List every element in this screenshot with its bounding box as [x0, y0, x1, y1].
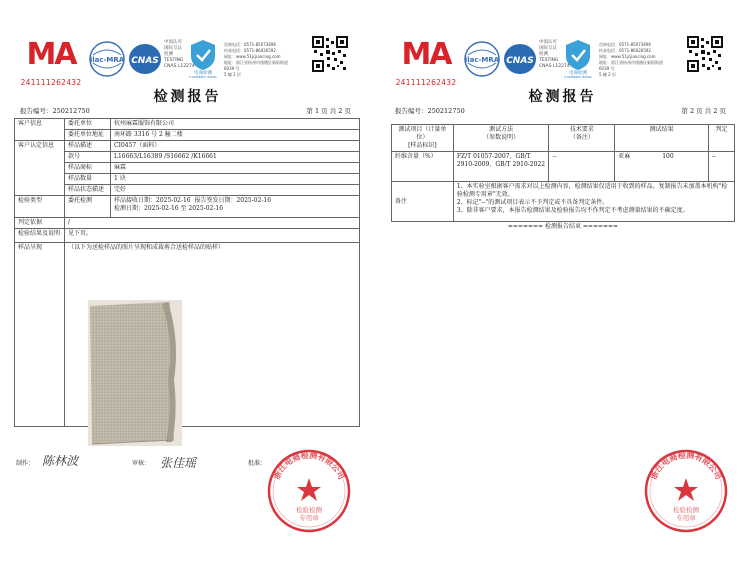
table-row: [392, 152, 735, 182]
qr-code-icon: [687, 36, 723, 72]
report-end-mark: ======= 检测报告结束 =======: [507, 223, 619, 230]
note-line: 2、标记"--"的测试项目表示不予判定或不具备判定条件。: [456, 199, 609, 206]
notes-label: 备注: [392, 182, 454, 222]
ma-logo-text: MA: [26, 37, 76, 72]
report-number: 报告编号：250212750: [20, 107, 90, 115]
prepared-signature: 陈林波: [42, 454, 79, 468]
column-subheader: [样品标识]: [408, 142, 437, 149]
field-label: 样品数量: [65, 174, 111, 185]
field-label: 检测日期：: [114, 205, 145, 212]
cnas-cert-line: 检测: [164, 52, 173, 57]
method-cell: FZ/T 01057-2007、GB/T 2910-2009、GB/T 2910-2022: [453, 152, 549, 182]
field-value: 2025-02-16 至 2025-02-16: [144, 205, 224, 212]
component-value: 100: [662, 153, 674, 160]
column-header: 技术要求: [569, 126, 594, 133]
report-info-table: [14, 118, 360, 427]
field-label: 样品接收日期：: [114, 197, 157, 204]
section-label: 判定依据: [15, 218, 65, 229]
ma-logo: [20, 38, 82, 76]
cnas-cert-line: TESTING: [164, 58, 184, 63]
ma-number: 241111262432: [395, 78, 457, 87]
contact-line: 地址：浙江省杭州市钱塘区新街街道 6039 号: [599, 60, 663, 71]
table-row: [15, 152, 360, 163]
ma-logo-text: MA: [401, 37, 451, 72]
field-value: 委托检测: [65, 196, 111, 218]
table-row: [15, 243, 360, 427]
note-line: 3、除非客户要求，本报告检测结果及检验报告均不作判定不考虑测量结果的不确定度。: [456, 207, 689, 214]
cnas-cert-line: CNAS L12274: [539, 64, 570, 69]
fabric-sample-photo: [88, 300, 182, 446]
table-row: [15, 130, 360, 141]
contact-line: 网址：www.51jcjiancing.com: [224, 54, 281, 59]
cnas-cert-line: 检测: [539, 52, 548, 57]
test-results-table: [391, 124, 735, 232]
ma-logo: [395, 38, 457, 76]
audit-label: 审核：: [132, 460, 151, 467]
shield-caption-en: E-COMMERCE TESTING: [564, 76, 592, 78]
field-value: CI0457（面料）: [111, 141, 360, 152]
header-item: [392, 125, 454, 152]
field-label: 委托单位地址: [65, 130, 111, 141]
cnas-cert-line: TESTING: [539, 58, 559, 63]
contact-line: 网址：www.51jcjiancing.com: [599, 54, 656, 59]
field-value: 2025-02-16: [236, 197, 272, 204]
field-value: 完好: [111, 185, 360, 196]
table-row: [15, 229, 360, 243]
field-value: 2025-02-16: [156, 197, 191, 204]
seal-line: 专用章: [299, 514, 319, 522]
ilac-mra-logo: [88, 40, 126, 78]
qr-code-icon: [312, 36, 348, 72]
section-label: 检验类型: [15, 196, 65, 218]
cnas-cert-line: CNAS L12274: [164, 64, 195, 69]
field-value: 1 块: [111, 174, 360, 185]
column-subheader: （备注）: [569, 134, 594, 141]
contact-info: [224, 42, 294, 78]
section-label: 客户认定信息: [15, 141, 65, 196]
contact-line: 5 幢 2 层: [224, 72, 241, 77]
field-value: /: [65, 218, 360, 229]
report-title: 检测报告: [153, 89, 222, 105]
svg-text:浙江电商检测有限公司: [648, 450, 724, 481]
page-number: 第 1 页 共 2 页: [306, 107, 351, 115]
ilac-mra-text: ilac-MRA: [89, 56, 125, 64]
note-line: 1、本实验室根据客户需求对以上检测内容，检测结果仅适用于收到的样品。复制报告未加盖本机构"检验检测专用章"无效。: [456, 183, 728, 198]
contact-line: 咨询电话：0571-85073696: [224, 42, 276, 47]
photo-note: （以下为送检样品的照片呈现和成裁剪合送检样品的贴样）: [68, 244, 225, 251]
cnas-cert-line: 国际互认: [164, 46, 182, 51]
table-row: [15, 119, 360, 130]
field-label: 款号: [65, 152, 111, 163]
field-value: 麻霖: [111, 163, 360, 174]
seal-company-text: 浙江电商检测有限公司: [648, 449, 724, 481]
seal-line: 检验检测: [296, 506, 322, 514]
header-logos: [375, 36, 750, 86]
requirement-cell: --: [549, 152, 615, 182]
cnas-logo: [503, 40, 537, 78]
report-number: 报告编号：250212750: [395, 107, 465, 115]
svg-text:浙江电商检测有限公司: [271, 450, 347, 481]
official-seal-stamp: [266, 448, 352, 534]
column-header: 判定: [709, 125, 735, 152]
table-row: [15, 174, 360, 185]
contact-line: 传真电话：0571-86026592: [224, 48, 276, 53]
table-row: [392, 222, 735, 233]
table-row: [15, 141, 360, 152]
component-name: 亚麻: [618, 153, 631, 160]
contact-line: 传真电话：0571-86026592: [599, 48, 651, 53]
field-value: 南环路 3316 号 2 幢二楼: [111, 130, 360, 141]
field-label: 样品商标: [65, 163, 111, 174]
table-row: [15, 163, 360, 174]
field-value: 见下页。: [65, 229, 360, 243]
section-label: 客户信息: [15, 119, 65, 141]
cnas-logo: [128, 40, 162, 78]
section-label: 样品呈现: [15, 243, 65, 427]
approve-label: 批准：: [248, 460, 267, 467]
section-label: 检验结果及说明: [15, 229, 65, 243]
audit-signature: 张佳瑶: [160, 456, 197, 470]
table-header-row: [392, 125, 735, 152]
ma-number: 241111262432: [20, 78, 82, 87]
table-row: [392, 182, 735, 222]
table-row: [15, 218, 360, 229]
header-logos: [0, 36, 375, 86]
contact-line: 地址：浙江省杭州市钱塘区新街街道 6039 号: [224, 60, 288, 71]
ilac-mra-text: ilac-MRA: [464, 56, 500, 64]
field-value: L16663/L16389 /S16662 /K16661: [111, 152, 360, 163]
page-number: 第 2 页 共 2 页: [681, 107, 726, 115]
contact-line: 咨询电话：0571-85073696: [599, 42, 651, 47]
judge-cell: --: [709, 152, 735, 182]
shield-check-icon: [188, 38, 218, 78]
item-cell: 纤维含量（%）: [392, 152, 454, 182]
field-label: 样品状态描述: [65, 185, 111, 196]
test-dates: [111, 196, 360, 218]
report-page-2: [375, 0, 750, 572]
header-requirement: [549, 125, 615, 152]
header-method: [453, 125, 549, 152]
contact-info: [599, 42, 669, 78]
column-header: 测试方法: [489, 126, 514, 133]
shield-check-icon: [563, 38, 593, 78]
cnas-cert-line: 国际互认: [539, 46, 557, 51]
cnas-text: CNAS: [506, 56, 534, 66]
field-label: 报告签发日期：: [194, 197, 237, 204]
seal-company-text: 浙江电商检测有限公司: [271, 449, 347, 481]
official-seal-stamp: [643, 448, 729, 534]
column-header: 测试项目（计量单位）: [398, 126, 447, 141]
notes-cell: [453, 182, 734, 222]
prepared-label: 制作：: [16, 460, 35, 467]
field-value: 杭州麻霖服饰有限公司: [111, 119, 360, 130]
column-header: 测试结果: [615, 125, 709, 152]
result-cell: [615, 152, 709, 182]
seal-line: 检验检测: [673, 506, 699, 514]
cnas-text: CNAS: [131, 56, 159, 66]
field-label: 委托单位: [65, 119, 111, 130]
table-row: [15, 196, 360, 218]
shield-caption: 电商检测: [569, 71, 587, 76]
field-label: 样品描述: [65, 141, 111, 152]
column-subheader: （参数说明）: [483, 134, 520, 141]
shield-caption-en: E-COMMERCE TESTING: [189, 76, 217, 78]
report-title: 检测报告: [528, 89, 597, 105]
cnas-cert-line: 中国认可: [164, 40, 182, 45]
shield-caption: 电商检测: [194, 71, 212, 76]
cnas-cert-line: 中国认可: [539, 40, 557, 45]
ilac-mra-logo: [463, 40, 501, 78]
contact-line: 5 幢 2 层: [599, 72, 616, 77]
seal-line: 专用章: [676, 514, 696, 522]
table-row: [15, 185, 360, 196]
